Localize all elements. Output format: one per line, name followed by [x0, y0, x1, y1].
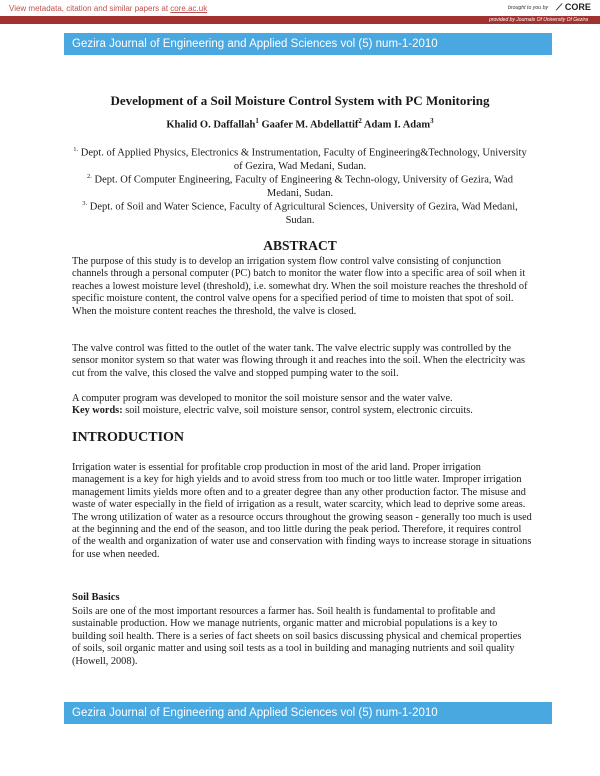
- abstract-paragraph-1: The purpose of this study is to develop an irrigation system flow control valve consisting of conjunction channels through a personal computer (PC) batch to monitor the water flow into a specific area of soil when it reaches a lowest moisture level (threshold), i.e. somewhat dry. When the soil moisture reaches the threshold of specific moisture content, the control valve opens for a specified period of time to moisten that spot of soil. When the moisture content reaches the threshold, the valve is closed.: [72, 256, 528, 317]
- author-sup: 2: [358, 117, 362, 125]
- provided-by-text: provided by Journals Of University Of Gezira: [489, 17, 588, 23]
- affiliation-sup: 2.: [87, 173, 92, 180]
- abstract-heading: ABSTRACT: [263, 238, 337, 253]
- author-list: [0, 117, 600, 131]
- affiliation-text: Dept. of Soil and Water Science, Faculty of Agricultural Sciences, University of Gezira, Wad Medani, Sudan.: [89, 201, 518, 226]
- keywords: [72, 405, 532, 417]
- keywords-label: Key words:: [72, 405, 123, 416]
- metadata-notice: [9, 4, 207, 13]
- core-logo-label: CORE: [564, 2, 591, 12]
- paper-title: Development of a Soil Moisture Control System with PC Monitoring: [110, 93, 490, 108]
- affiliation-2: [70, 170, 530, 201]
- introduction-paragraph: Irrigation water is essential for profitable crop production in most of the arid land. Proper irrigation management is a key for high yields and to avoid stress from too much or too little water. Improper irrigation management limits yields more often and to a greater degree than any other production factor. The misuse and waste of water especially in the field of irrigation as a result, water scarcity, which lead to deprive some areas. The wrong utilization of water as a resource occurs throughout the growing season - generally too much is used at the beginning and the end of the season, and too little during the peak period. Therefore, it requires control of the wealth and organization of water use and conservation with finding ways to increase storage in situations for use when needed.: [72, 462, 532, 560]
- brought-by-text: brought to you by: [508, 5, 549, 11]
- author-sup: 3: [430, 117, 434, 125]
- affiliation-text: Dept. Of Computer Engineering, Faculty of Engineering & Techn-ology, University of Gezira, Wad Medani, Sudan.: [94, 174, 513, 199]
- core-logo[interactable]: [556, 2, 591, 13]
- provider-bar: [0, 16, 600, 24]
- soil-basics-heading: Soil Basics: [72, 592, 120, 603]
- affiliation-3: [70, 197, 530, 228]
- core-logo-icon: ⟋: [556, 2, 563, 12]
- abstract-paragraph-3: A computer program was developed to monitor the soil moisture sensor and the water valve.: [72, 393, 453, 404]
- keywords-list: soil moisture, electric valve, soil moisture sensor, control system, electronic circuits.: [122, 405, 473, 416]
- author-name: Khalid O. Daffallah: [166, 119, 256, 131]
- metadata-text: View metadata, citation and similar papers at: [9, 4, 171, 13]
- affiliation-sup: 1.: [73, 146, 79, 153]
- author-name: Adam I. Adam: [363, 119, 431, 131]
- affiliation-1: [70, 143, 530, 174]
- affiliation-sup: 3.: [82, 200, 88, 207]
- affiliation-text: Dept. of Applied Physics, Electronics & Instrumentation, Faculty of Engineering&Technology, University of Gezira, Wad Medani, Sudan.: [80, 147, 527, 172]
- journal-banner-top: Gezira Journal of Engineering and Applied Sciences vol (5) num-1-2010: [64, 33, 552, 55]
- author-sup: 1: [255, 117, 259, 125]
- author-name: Gaafer M. Abdellattif: [261, 119, 359, 131]
- soil-basics-paragraph: Soils are one of the most important resources a farmer has. Soil health is fundamental to profitable and sustainable production. How we manage nutrients, organic matter and microbial populations is a key to building soil health. There is a series of fact sheets on soil basics discussing physical and chemical properties of soils, soil organic matter and using soil tests as a tool in building and managing nutrients and soil quality (Howell, 2008).: [72, 606, 522, 667]
- abstract-paragraph-2: The valve control was fitted to the outlet of the water tank. The valve electric supply was controlled by the sensor monitor system so that water was flowing through it and reaches into the soil. When the electricity was cut from the valve, this closed the valve and stopped pumping water to the soil.: [72, 343, 526, 379]
- core-link[interactable]: core.ac.uk: [170, 4, 208, 13]
- journal-banner-bottom: Gezira Journal of Engineering and Applied Sciences vol (5) num-1-2010: [64, 702, 552, 724]
- introduction-heading: INTRODUCTION: [72, 430, 185, 445]
